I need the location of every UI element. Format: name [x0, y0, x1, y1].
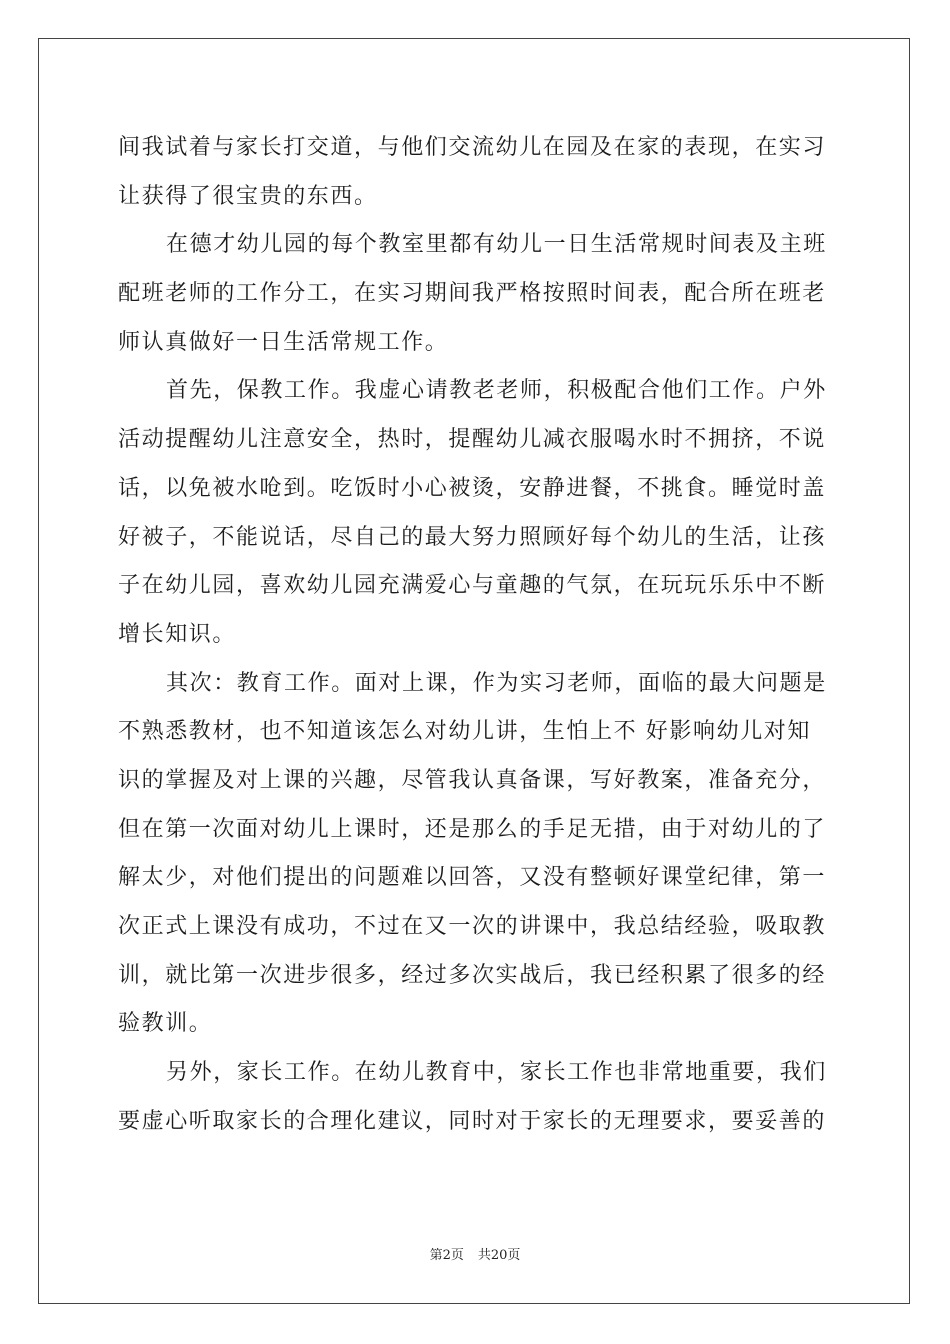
document-body [118, 124, 834, 1146]
text-line: 好被子，不能说话，尽自己的最大努力照顾好每个幼儿的生活，让孩 [118, 524, 827, 550]
paragraph-start-line: 另外，家长工作。在幼儿教育中，家长工作也非常地重要，我们 [166, 1060, 827, 1086]
text-line: 增长知识。 [118, 621, 237, 647]
text-line: 话，以免被水呛到。吃饭时小心被烫，安静进餐，不挑食。睡觉时盖 [118, 475, 827, 501]
text-line: 子在幼儿园，喜欢幼儿园充满爱心与童趣的气氛，在玩玩乐乐中不断 [118, 573, 827, 599]
page-total: 共20页 [477, 1248, 521, 1263]
text-line: 不熟悉教材，也不知道该怎么对幼儿讲，生怕上不 好影响幼儿对知 [118, 719, 811, 745]
text-line: 活动提醒幼儿注意安全，热时，提醒幼儿减衣服喝水时不拥挤，不说 [118, 427, 827, 453]
paragraph-start-line: 首先，保教工作。我虚心请教老老师，积极配合他们工作。户外 [166, 378, 827, 404]
paragraph-start-line: 其次：教育工作。面对上课，作为实习老师，面临的最大问题是 [166, 670, 827, 696]
page-number: 第2页 [429, 1248, 464, 1263]
text-line: 验教训。 [118, 1011, 213, 1037]
text-line: 间我试着与家长打交道，与他们交流幼儿在园及在家的表现，在实习 [118, 135, 827, 160]
text-line: 训，就比第一次进步很多，经过多次实战后，我已经积累了很多的经 [118, 962, 827, 988]
text-line: 让获得了很宝贵的东西。 [118, 183, 378, 209]
text-line: 配班老师的工作分工，在实习期间我严格按照时间表，配合所在班老 [118, 281, 827, 307]
text-line: 但在第一次面对幼儿上课时，还是那么的手足无措，由于对幼儿的了 [118, 816, 827, 842]
text-line: 识的掌握及对上课的兴趣，尽管我认真备课，写好教案，准备充分， [118, 767, 827, 793]
text-line: 师认真做好一日生活常规工作。 [118, 329, 449, 355]
text-line: 要虚心听取家长的合理化建议，同时对于家长的无理要求，要妥善的 [118, 1108, 827, 1134]
page-footer [0, 1244, 950, 1263]
text-line: 次正式上课没有成功，不过在又一次的讲课中，我总结经验，吸取教 [118, 914, 827, 939]
paragraph-start-line: 在德才幼儿园的每个教室里都有幼儿一日生活常规时间表及主班 [166, 232, 827, 258]
text-line: 解太少，对他们提出的问题难以回答，又没有整顿好课堂纪律，第一 [118, 865, 827, 891]
